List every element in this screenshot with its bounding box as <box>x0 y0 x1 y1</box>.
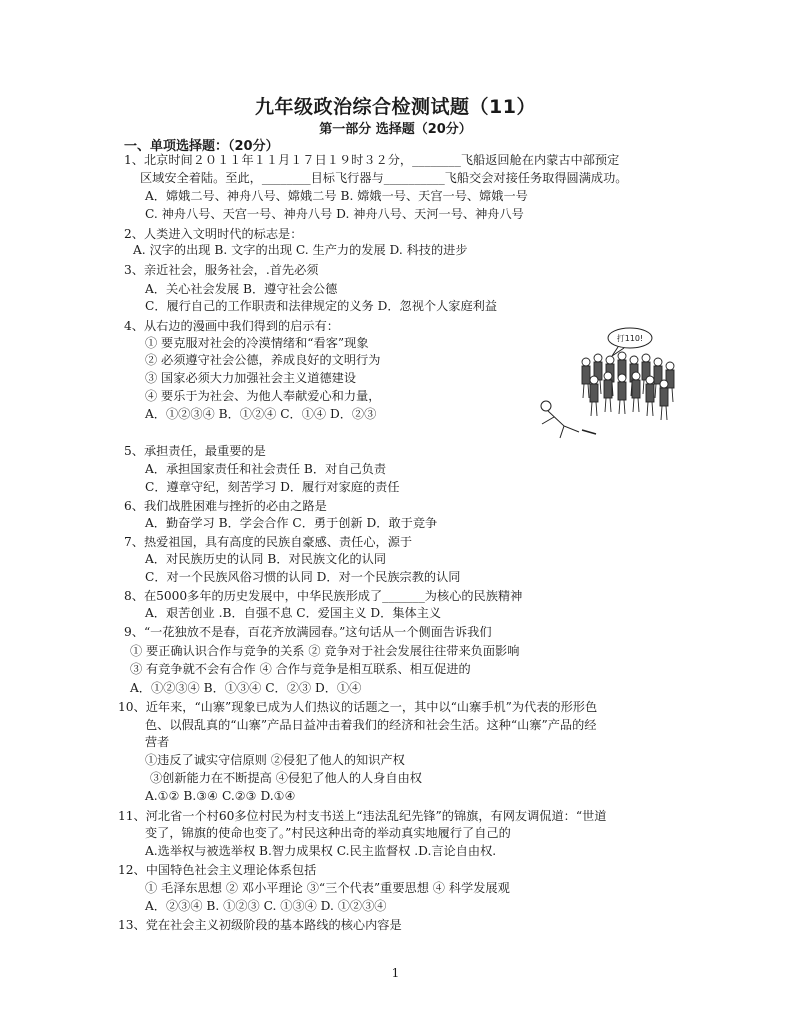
text-line: 11、河北省一个村60多位村民为村支书送上“违法乱纪先锋”的锦旗，有网友调侃道：“世道 <box>118 809 607 823</box>
crowd-figure-body <box>618 382 626 400</box>
text-line: A．嫦娥二号、神舟八号、嫦娥二号 B. 嫦娥一号、天宫一号、嫦娥一号 <box>145 189 528 203</box>
crowd-figure-head <box>582 358 590 366</box>
text-line: 区域安全着陆。至此，________目标飞行器与__________飞船交会对接任务取得圆满成功。 <box>140 171 628 185</box>
text-line: A．②③④ B. ①②③ C. ①③④ D. ①②③④ <box>145 899 387 913</box>
text-line: 色、以假乱真的“山寨”产品日益冲击着我们的经济和社会生活。这种“山寨”产品的经 <box>145 718 597 732</box>
text-line: 10、近年来，“山寨”现象已成为人们热议的话题之一，其中以“山寨手机”为代表的形形色 <box>118 700 598 714</box>
text-line: ① 要正确认识合作与竞争的关系 ② 竞争对于社会发展往往带来负面影响 <box>130 644 520 658</box>
crowd-figure-body <box>604 380 612 398</box>
crowd-figure-head <box>594 354 602 362</box>
crowd-figure-body <box>590 384 598 402</box>
crowd-figure-head <box>646 376 654 384</box>
text-line: ③创新能力在不断提高 ④侵犯了他人的人身自由权 <box>150 771 422 785</box>
text-line: 8、在5000多年的历史发展中，中华民族形成了_______为核心的民族精神 <box>124 589 523 603</box>
text-line: C．对一个民族风俗习惯的认同 D．对一个民族宗教的认同 <box>145 570 461 584</box>
text-line: C．遵章守纪，刻苦学习 D．履行对家庭的责任 <box>145 480 400 494</box>
crowd-figure-head <box>618 374 626 382</box>
text-line: A．勤奋学习 B．学会合作 C．勇于创新 D．敢于竞争 <box>145 516 438 530</box>
crowd-figure-body <box>632 380 640 398</box>
text-line: 营者 <box>145 735 170 749</box>
crowd-figure-legs <box>591 402 597 416</box>
cartoon-speech-text: 打110! <box>616 334 644 343</box>
crowd-figure-legs <box>647 402 653 416</box>
cartoon-illustration <box>524 322 680 444</box>
text-line: ①违反了诚实守信原则 ②侵犯了他人的知识产权 <box>145 753 405 767</box>
text-line: 12、中国特色社会主义理论体系包括 <box>118 863 317 877</box>
text-line: A．承担国家责任和社会责任 B．对自己负责 <box>145 462 387 476</box>
crowd-figure-legs <box>661 406 667 420</box>
text-line: 13、党在社会主义初级阶段的基本路线的核心内容是 <box>118 918 402 932</box>
text-line: A．艰苦创业 .B．自强不息 C．爱国主义 D．集体主义 <box>145 606 442 620</box>
crowd-figure-legs <box>633 398 639 412</box>
page-title: 九年级政治综合检测试题（11） <box>255 96 536 118</box>
text-line: 7、热爱祖国，具有高度的民族自豪感、责任心，源于 <box>124 535 413 549</box>
text-line: 6、我们战胜困难与挫折的必由之路是 <box>124 499 327 513</box>
text-line: 1、北京时间２０１１年１１月１７日１９时３２分，________飞船返回舱在内蒙古中部预定 <box>124 153 620 167</box>
text-line: C．履行自己的工作职责和法律规定的义务 D．忽视个人家庭利益 <box>145 299 498 313</box>
text-line: 3、亲近社会，服务社会，.首先必须 <box>124 263 319 277</box>
text-line: A．对民族历史的认同 B．对民族文化的认同 <box>145 552 387 566</box>
text-line: 9、“一花独放不是春，百花齐放满园春。”这句话从一个侧面告诉我们 <box>124 625 492 639</box>
crowd-figure-body <box>582 366 590 384</box>
text-line: C. 神舟八号、天宫一号、神舟八号 D. 神舟八号、天河一号、神舟八号 <box>145 207 524 221</box>
crowd-figure-head <box>606 356 614 364</box>
text-line: A．关心社会发展 B．遵守社会公德 <box>145 282 338 296</box>
crowd-figure-body <box>660 388 668 406</box>
text-line: A．①②③④ B．①③④ C．②③ D．①④ <box>130 681 362 695</box>
page-subtitle: 第一部分 选择题（20分） <box>319 122 472 137</box>
crowd-figure-legs <box>583 384 589 398</box>
crowd-figure-head <box>660 380 668 388</box>
crowd-figure-head <box>618 352 626 360</box>
crowd-figure-head <box>666 362 674 370</box>
text-line: ③ 有竞争就不会有合作 ④ 合作与竞争是相互联系、相互促进的 <box>130 662 471 676</box>
crowd-figure-legs <box>605 398 611 412</box>
text-line: ④ 要乐于为社会、为他人奉献爱心和力量， <box>145 389 381 403</box>
crowd-figure-head <box>590 376 598 384</box>
text-line: A．①②③④ B．①②④ C．①④ D．②③ <box>145 407 377 421</box>
page-number: 1 <box>391 966 400 980</box>
text-line: A. 汉字的出现 B. 文字的出现 C. 生产力的发展 D. 科技的进步 <box>133 243 468 257</box>
text-line: ③ 国家必须大力加强社会主义道德建设 <box>145 371 357 385</box>
section-heading: 一、单项选择题：（20分） <box>124 139 279 154</box>
text-line: A.选举权与被选举权 B.智力成果权 C.民主监督权 .D.言论自由权. <box>145 844 497 858</box>
text-line: 5、承担责任，最重要的是 <box>124 444 266 458</box>
crowd-figure-head <box>642 354 650 362</box>
text-line: A.①② B.③④ C.②③ D.①④ <box>145 789 296 803</box>
text-line: 4、从右边的漫画中我们得到的启示有： <box>124 319 339 333</box>
crowd-figure-legs <box>619 400 625 414</box>
text-line: 变了，锦旗的使命也变了。”村民这种出奇的举动真实地履行了自己的 <box>145 826 511 840</box>
crowd-figure-body <box>646 384 654 402</box>
text-line: ① 要克服对社会的冷漠情绪和“看客”现象 <box>145 336 369 350</box>
crowd-figure-head <box>604 372 612 380</box>
crowd-figure-head <box>630 356 638 364</box>
text-line: ① 毛泽东思想 ② 邓小平理论 ③“三个代表”重要思想 ④ 科学发展观 <box>145 881 510 895</box>
crowd-figure-head <box>632 372 640 380</box>
text-line: 2、人类进入文明时代的标志是： <box>124 227 303 241</box>
crowd-figure-head <box>654 358 662 366</box>
text-line: ② 必须遵守社会公德，养成良好的文明行为 <box>145 353 381 367</box>
